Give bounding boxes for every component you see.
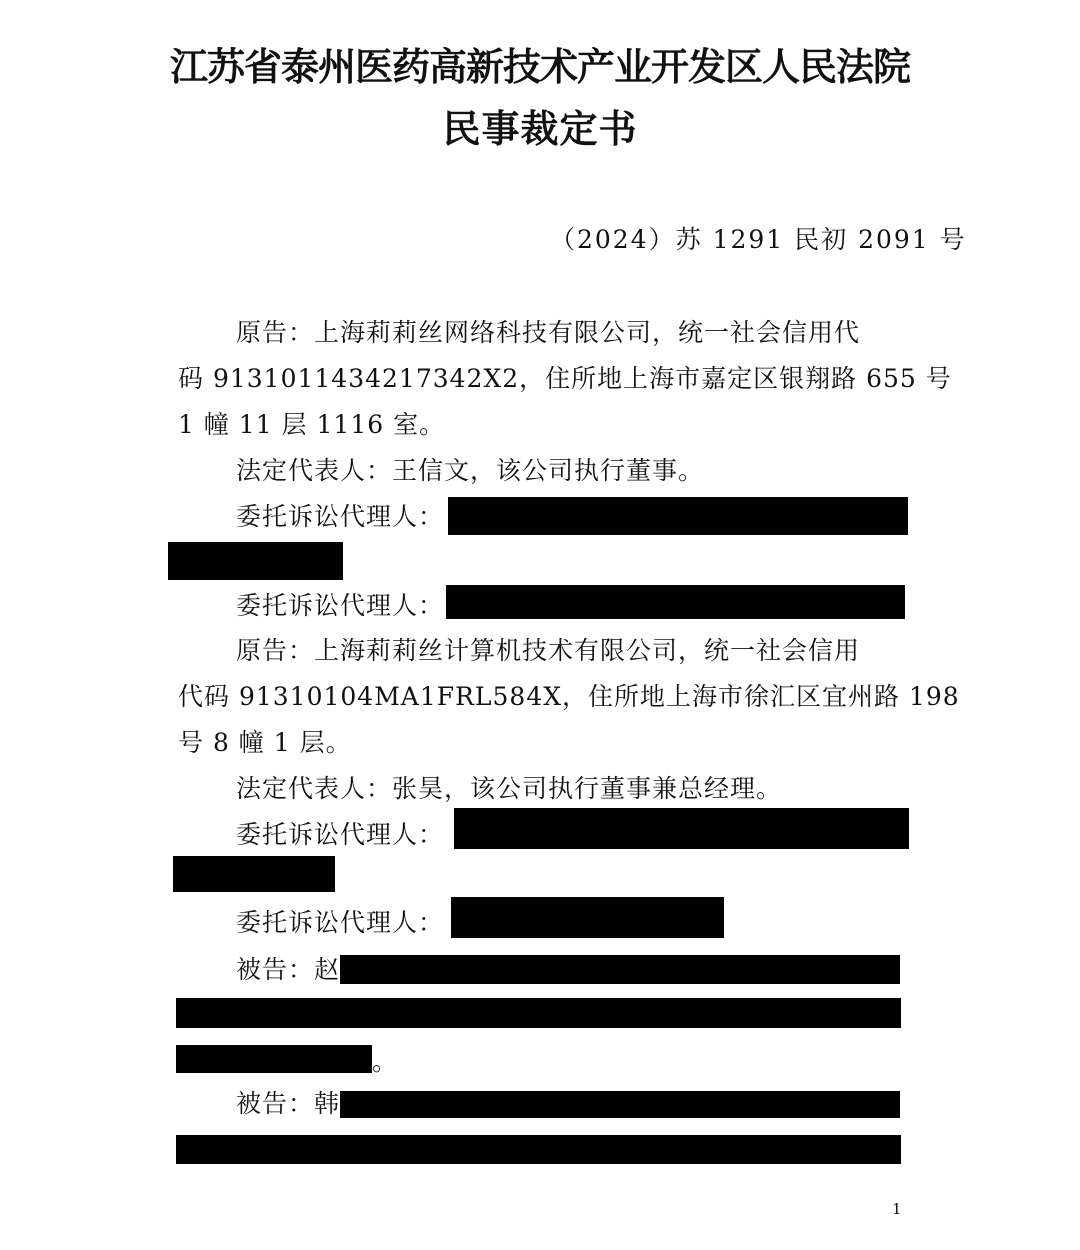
plaintiff2-agent1-label: 委托诉讼代理人： xyxy=(236,820,445,849)
redaction-block xyxy=(454,808,909,849)
page-number: 1 xyxy=(892,1200,902,1218)
plaintiff2-line1: 原告：上海莉莉丝计算机技术有限公司，统一社会信用 xyxy=(236,636,861,665)
plaintiff1-line1: 原告：上海莉莉丝网络科技有限公司，统一社会信用代 xyxy=(236,318,861,347)
plaintiff1-agent1-label: 委托诉讼代理人： xyxy=(236,502,445,531)
redaction-block xyxy=(451,897,724,938)
redaction-block xyxy=(446,585,905,619)
plaintiff1-legal-rep: 法定代表人：王信文，该公司执行董事。 xyxy=(236,456,705,485)
redaction-block xyxy=(340,1091,900,1118)
plaintiff2-line3: 号 8 幢 1 层。 xyxy=(178,728,352,757)
defendant2-label: 被告：韩 xyxy=(236,1089,341,1118)
redaction-block xyxy=(173,856,335,892)
document-type-title: 民事裁定书 xyxy=(442,107,638,151)
redaction-block xyxy=(448,497,908,535)
plaintiff2-agent2-label: 委托诉讼代理人： xyxy=(236,908,445,937)
plaintiff2-line2: 代码 91310104MA1FRL584X，住所地上海市徐汇区宜州路 198 xyxy=(178,682,960,711)
defendant1-end-mark: 。 xyxy=(372,1047,399,1076)
redaction-block xyxy=(176,998,901,1028)
case-number: （2024）苏 1291 民初 2091 号 xyxy=(550,225,967,254)
redaction-block xyxy=(176,1135,901,1164)
plaintiff1-line2: 码 9131011434217342X2，住所地上海市嘉定区银翔路 655 号 xyxy=(178,364,952,393)
redaction-block xyxy=(168,542,343,580)
redaction-block xyxy=(340,955,900,984)
plaintiff1-agent2-label: 委托诉讼代理人： xyxy=(236,591,445,620)
court-name-title: 江苏省泰州医药高新技术产业开发区人民法院 xyxy=(169,45,910,89)
defendant1-label: 被告：赵 xyxy=(236,955,341,984)
redaction-block xyxy=(176,1045,372,1073)
plaintiff1-line3: 1 幢 11 层 1116 室。 xyxy=(178,410,446,439)
plaintiff2-legal-rep: 法定代表人：张昊，该公司执行董事兼总经理。 xyxy=(236,774,783,803)
